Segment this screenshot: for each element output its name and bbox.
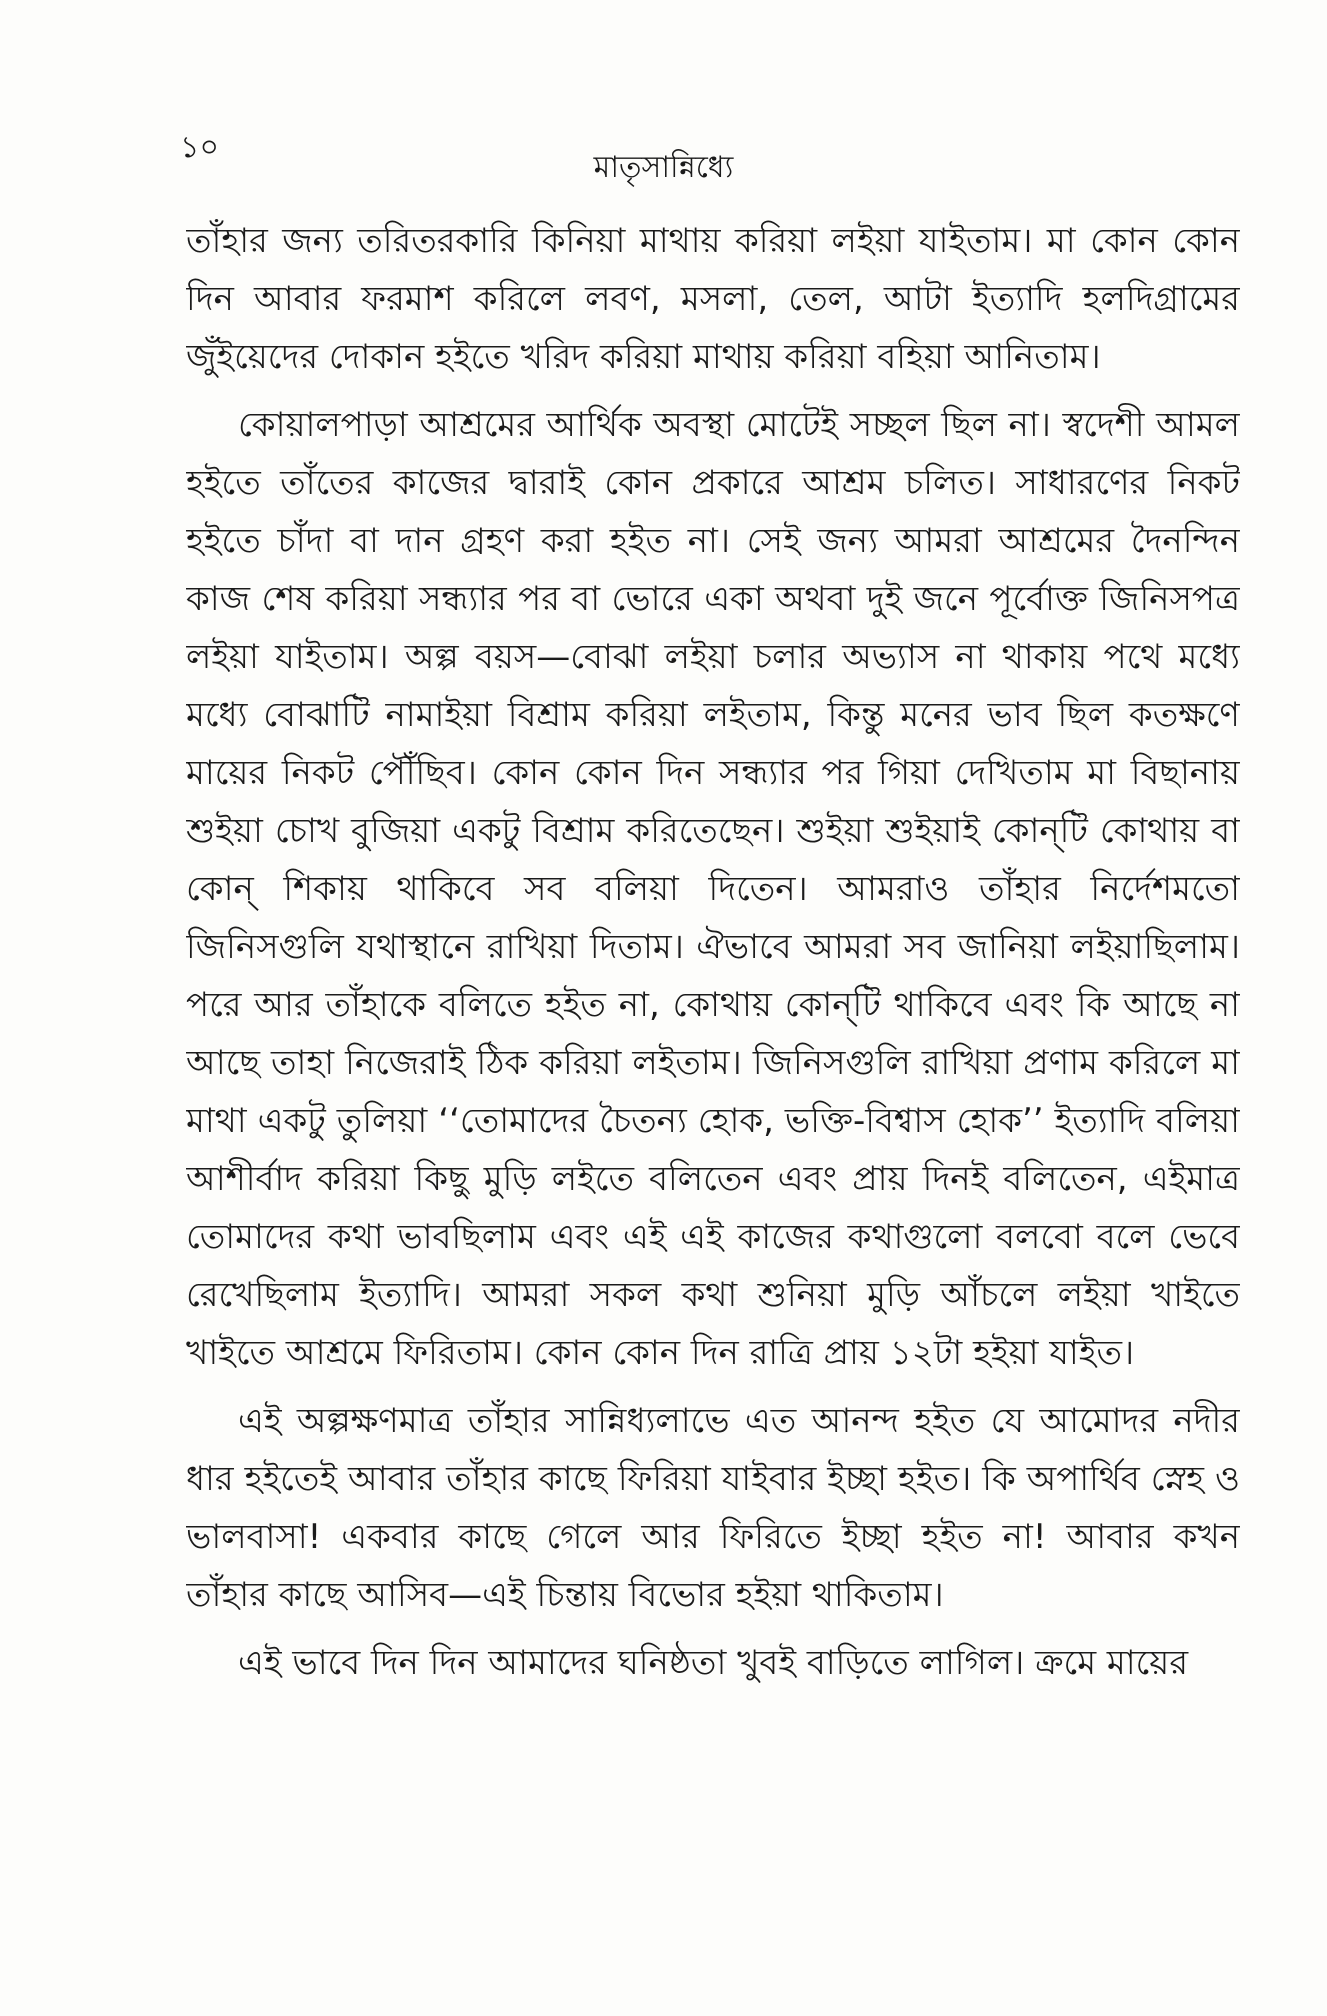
- paragraph: কোয়ালপাড়া আশ্রমের আর্থিক অবস্থা মোটেই সচ্ছল ছিল না। স্বদেশী আমল হইতে তাঁতের কাজের দ্বারাই কোন প্রকারে আশ্রম চলিত। সাধারণের নিকট হইতে চাঁদা বা দান গ্রহণ করা হইত না। সেই জন্য আমরা আশ্রমের দৈনন্দিন কাজ শেষ করিয়া সন্ধ্যার পর বা ভোরে একা অথবা দুই জনে পূর্বোক্ত জিনিসপত্র লইয়া যাইতাম। অল্প বয়স—বোঝা লইয়া চলার অভ্যাস না থাকায় পথে মধ্যে মধ্যে বোঝাটি নামাইয়া বিশ্রাম করিয়া লইতাম, কিন্তু মনের ভাব ছিল কতক্ষণে মায়ের নিকট পৌঁছিব। কোন কোন দিন সন্ধ্যার পর গিয়া দেখিতাম মা বিছানায় শুইয়া চোখ বুজিয়া একটু বিশ্রাম করিতেছেন। শুইয়া শুইয়াই কোন্‌টি কোথায় বা কোন্ শিকায় থাকিবে সব বলিয়া দিতেন। আমরাও তাঁহার নির্দেশমতো জিনিসগুলি যথাস্থানে রাখিয়া দিতাম। ঐভাবে আমরা সব জানিয়া লইয়াছিলাম। পরে আর তাঁহাকে বলিতে হইত না, কোথায় কোন্‌টি থাকিবে এবং কি আছে না আছে তাহা নিজেরাই ঠিক করিয়া লইতাম। জিনিসগুলি রাখিয়া প্রণাম করিলে মা মাথা একটু তুলিয়া ‘‘তোমাদের চৈতন্য হোক, ভক্তি-বিশ্বাস হোক’’ ইত্যাদি বলিয়া আশীর্বাদ করিয়া কিছু মুড়ি লইতে বলিতেন এবং প্রায় দিনই বলিতেন, এইমাত্র তোমাদের কথা ভাবছিলাম এবং এই এই কাজের কথাগুলো বলবো বলে ভেবে রেখেছিলাম ইত্যাদি। আমরা সকল কথা শুনিয়া মুড়ি আঁচলে লইয়া খাইতে খাইতে আশ্রমে ফিরিতাম। কোন কোন দিন রাত্রি প্রায় ১২টা হইয়া যাইত।: [186, 405, 1240, 1373]
- paragraph-continued: তাঁহার জন্য তরিতরকারি কিনিয়া মাথায় করিয়া লইয়া যাইতাম। মা কোন কোন দিন আবার ফরমাশ করিলে লবণ, মসলা, তেল, আটা ইত্যাদি হলদিগ্রামের জুঁইয়েদের দোকান হইতে খরিদ করিয়া মাথায় করিয়া বহিয়া আনিতাম।: [186, 221, 1240, 377]
- running-title: মাতৃসান্নিধ্যে: [593, 150, 734, 185]
- paragraph: এই অল্পক্ষণমাত্র তাঁহার সান্নিধ্যলাভে এত আনন্দ হইত যে আমোদর নদীর ধার হইতেই আবার তাঁহার কাছে ফিরিয়া যাইবার ইচ্ছা হইত। কি অপার্থিব স্নেহ ও ভালবাসা! একবার কাছে গেলে আর ফিরিতে ইচ্ছা হইত না! আবার কখন তাঁহার কাছে আসিব—এই চিন্তায় বিভোর হইয়া থাকিতাম।: [186, 1401, 1240, 1615]
- paragraph: এই ভাবে দিন দিন আমাদের ঘনিষ্ঠতা খুবই বাড়িতে লাগিল। ক্রমে মায়ের: [238, 1643, 1189, 1683]
- page-number: ১০: [180, 130, 219, 165]
- body-text: [186, 212, 1240, 1972]
